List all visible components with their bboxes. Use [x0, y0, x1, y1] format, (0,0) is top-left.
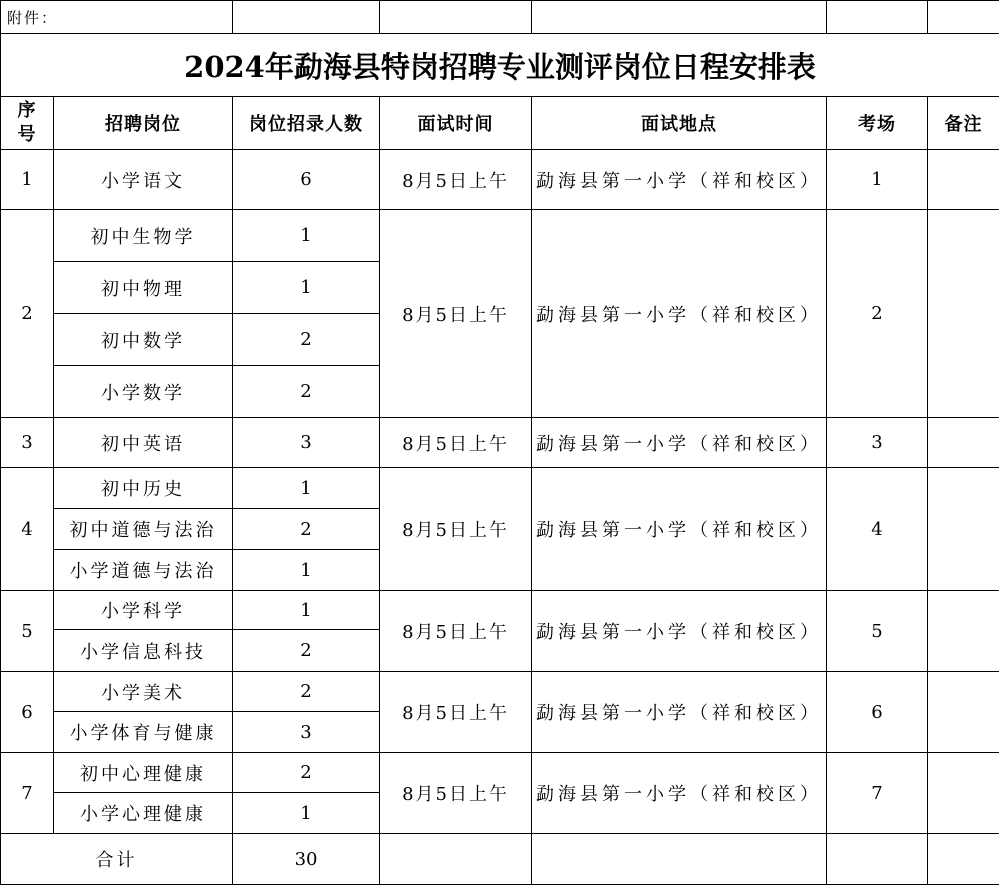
position-cell: 初中道德与法治 [54, 509, 233, 550]
room-cell: 4 [827, 468, 928, 591]
count-cell: 1 [233, 468, 380, 509]
room-cell: 7 [827, 753, 928, 834]
note-cell [928, 150, 999, 210]
header-seq-line2: 号 [17, 124, 37, 145]
count-cell: 1 [233, 793, 380, 834]
time-cell: 8月5日上午 [380, 672, 532, 753]
empty-cell [928, 834, 999, 885]
position-cell: 小学体育与健康 [54, 712, 233, 753]
count-cell: 1 [233, 262, 380, 314]
count-cell: 2 [233, 509, 380, 550]
room-cell: 6 [827, 672, 928, 753]
note-cell [928, 672, 999, 753]
header-time: 面试时间 [380, 97, 532, 150]
time-cell: 8月5日上午 [380, 418, 532, 468]
position-cell: 初中数学 [54, 314, 233, 366]
table-row [1, 753, 999, 793]
page-title: 2024年勐海县特岗招聘专业测评岗位日程安排表 [1, 34, 999, 97]
table-row [1, 150, 999, 210]
position-cell: 初中生物学 [54, 210, 233, 262]
total-count: 30 [233, 834, 380, 885]
location-cell: 勐海县第一小学（祥和校区） [532, 418, 827, 468]
room-cell: 1 [827, 150, 928, 210]
count-cell: 2 [233, 366, 380, 418]
position-cell: 小学信息科技 [54, 630, 233, 672]
empty-cell [380, 834, 532, 885]
room-cell: 3 [827, 418, 928, 468]
attachment-row [1, 1, 999, 34]
header-location: 面试地点 [532, 97, 827, 150]
count-cell: 3 [233, 418, 380, 468]
note-cell [928, 591, 999, 672]
position-cell: 小学数学 [54, 366, 233, 418]
table-row [1, 418, 999, 468]
count-cell: 3 [233, 712, 380, 753]
location-cell: 勐海县第一小学（祥和校区） [532, 150, 827, 210]
seq-cell: 7 [1, 753, 54, 834]
count-cell: 1 [233, 210, 380, 262]
time-cell: 8月5日上午 [380, 753, 532, 834]
header-seq-line1: 序 [17, 100, 37, 121]
header-count: 岗位招录人数 [233, 97, 380, 150]
note-cell [928, 753, 999, 834]
header-row [1, 97, 999, 150]
position-cell: 初中心理健康 [54, 753, 233, 793]
count-cell: 1 [233, 550, 380, 591]
header-room: 考场 [827, 97, 928, 150]
note-cell [928, 468, 999, 591]
location-cell: 勐海县第一小学（祥和校区） [532, 753, 827, 834]
attachment-label: 附件： [1, 1, 233, 34]
position-cell: 小学道德与法治 [54, 550, 233, 591]
note-cell [928, 418, 999, 468]
count-cell: 2 [233, 672, 380, 712]
position-cell: 小学语文 [54, 150, 233, 210]
room-cell: 2 [827, 210, 928, 418]
count-cell: 1 [233, 591, 380, 630]
position-cell: 小学科学 [54, 591, 233, 630]
position-cell: 小学美术 [54, 672, 233, 712]
location-cell: 勐海县第一小学（祥和校区） [532, 468, 827, 591]
time-cell: 8月5日上午 [380, 210, 532, 418]
position-cell: 小学心理健康 [54, 793, 233, 834]
count-cell: 2 [233, 314, 380, 366]
seq-cell: 4 [1, 468, 54, 591]
time-cell: 8月5日上午 [380, 591, 532, 672]
seq-cell: 1 [1, 150, 54, 210]
table-row [1, 591, 999, 630]
title-row [1, 34, 999, 97]
seq-cell: 2 [1, 210, 54, 418]
header-note: 备注 [928, 97, 999, 150]
time-cell: 8月5日上午 [380, 468, 532, 591]
time-cell: 8月5日上午 [380, 150, 532, 210]
position-cell: 初中历史 [54, 468, 233, 509]
room-cell: 5 [827, 591, 928, 672]
seq-cell: 5 [1, 591, 54, 672]
location-cell: 勐海县第一小学（祥和校区） [532, 210, 827, 418]
header-position: 招聘岗位 [54, 97, 233, 150]
count-cell: 6 [233, 150, 380, 210]
seq-cell: 3 [1, 418, 54, 468]
total-label: 合计 [1, 834, 233, 885]
count-cell: 2 [233, 630, 380, 672]
header-seq [1, 97, 54, 150]
empty-cell [532, 834, 827, 885]
total-row [1, 834, 999, 885]
table-row [1, 210, 999, 262]
location-cell: 勐海县第一小学（祥和校区） [532, 591, 827, 672]
seq-cell: 6 [1, 672, 54, 753]
position-cell: 初中英语 [54, 418, 233, 468]
table-row [1, 672, 999, 712]
count-cell: 2 [233, 753, 380, 793]
note-cell [928, 210, 999, 418]
position-cell: 初中物理 [54, 262, 233, 314]
table-row [1, 468, 999, 509]
empty-cell [827, 834, 928, 885]
location-cell: 勐海县第一小学（祥和校区） [532, 672, 827, 753]
